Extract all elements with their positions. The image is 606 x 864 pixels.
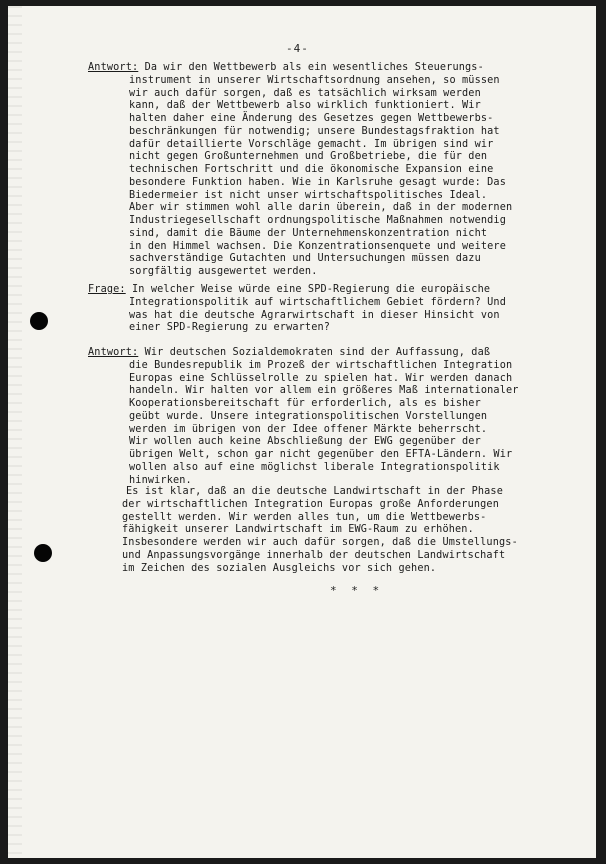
punch-hole-lower [34,544,52,562]
text-line: die Bundesrepublik im Prozeß der wirtschaftlichen Integration [129,359,513,371]
text-line: Es ist klar, daß an die deutsche Landwirtschaft in der Phase [126,486,504,497]
punch-hole-upper [30,312,48,330]
end-marker: * * * [330,584,384,597]
text-line: instrument in unserer Wirtschaftsordnung ansehen, so müssen [129,74,500,86]
text-line: besondere Funktion haben. Wie in Karlsruhe gesagt wurde: Das [129,176,507,188]
text-line: Kooperationsbereitschaft für erforderlich, als es bisher [129,398,481,409]
text-line: Wir wollen auch keine Abschließung der EWG gegenüber der [129,436,481,448]
text-line: was hat die deutsche Agrarwirtschaft in dieser Hinsicht von [129,309,500,321]
text-line: gestellt werden. Wir werden alles tun, um die Wettbewerbs- [122,511,487,523]
document-page [8,6,596,858]
text-line: handeln. Wir halten vor allem ein größeres Maß internationaler [129,385,519,397]
text-line: Insbesondere werden wir auch dafür sorgen, daß die Umstellungs- [122,537,518,548]
text-line: hinwirken. [129,474,192,486]
text-line: im Zeichen des sozialen Ausgleichs vor sich gehen. [122,562,437,574]
text-line: technischen Fortschritt und die ökonomische Expansion eine [129,164,494,175]
answer-block-2-continued [122,486,518,575]
text-line: halten daher eine Änderung des Gesetzes gegen Wettbewerbs- [129,113,494,124]
text-line: Europas eine Schlüsselrolle zu spielen hat. Wir werden danach [129,372,513,384]
text-line: werden im übrigen von der Idee offener Märkte beherrscht. [129,423,488,435]
text-line: der wirtschaftlichen Integration Europas große Anforderungen [122,498,500,510]
text-line: Da wir den Wettbewerb als ein wesentliches Steuerungs- [138,62,484,73]
answer-block-1 [88,62,512,279]
page-number: -4- [286,42,309,55]
text-line: sachverständige Gutachten und Untersuchungen müssen dazu [129,253,481,265]
question-block [88,284,506,335]
text-line: in den Himmel wachsen. Die Konzentrationsenquete und weitere [129,240,507,252]
text-line: sorgfältig ausgewertet werden. [129,266,318,277]
text-line: beschränkungen für notwendig; unsere Bundestagsfraktion hat [129,125,500,137]
text-line: dafür detaillierte Vorschläge gemacht. Im übrigen sind wir [129,138,494,150]
text-line: nicht gegen Großunternehmen und Großbetriebe, die für den [129,151,488,163]
text-line: und Anpassungsvorgänge innerhalb der deutschen Landwirtschaft [122,549,506,561]
text-line: Integrationspolitik auf wirtschaftlichem Gebiet fördern? Und [129,296,507,308]
question-label: Frage: [88,284,126,295]
text-line: Industriegesellschaft ordnungspolitische Maßnahmen notwendig [129,215,507,226]
text-line: einer SPD-Regierung zu erwarten? [129,322,331,334]
text-line: geübt wurde. Unsere integrationspolitischen Vorstellungen [129,410,488,422]
text-line: sind, damit die Bäume der Unternehmenskonzentration nicht [129,227,488,239]
text-line: In welcher Weise würde eine SPD-Regierung die europäische [125,284,491,295]
answer-block-2 [88,347,519,487]
scan-edge-artifact [8,6,22,858]
text-line: kann, daß der Wettbewerb also wirklich funktioniert. Wir [129,100,481,112]
text-line: Wir deutschen Sozialdemokraten sind der Auffassung, daß [138,347,491,358]
text-line: wollen also auf eine möglichst liberale Integrationspolitik [129,461,500,473]
text-line: Biedermeier ist nicht unser wirtschaftspolitisches Ideal. [129,189,488,201]
text-line: wir auch dafür sorgen, daß es tatsächlich wirksam werden [129,87,481,99]
answer-label: Antwort: [88,62,139,73]
text-line: Aber wir stimmen wohl alle darin überein, daß in der modernen [129,202,513,214]
text-line: übrigen Welt, schon gar nicht gegenüber den EFTA-Ländern. Wir [129,449,513,460]
text-line: fähigkeit unserer Landwirtschaft im EWG-Raum zu erhöhen. [122,524,474,536]
answer-label: Antwort: [88,347,139,358]
